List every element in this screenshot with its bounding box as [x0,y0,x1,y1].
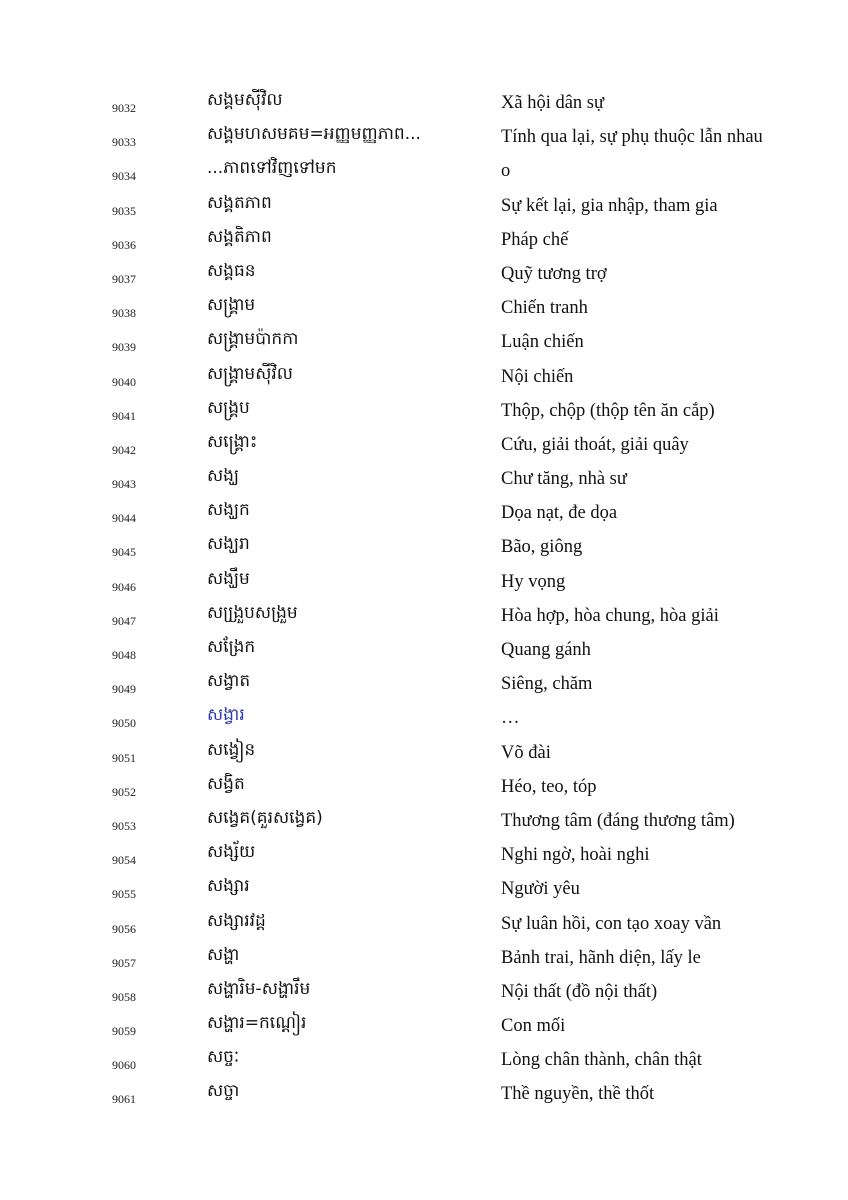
entry-number: 9035 [112,203,136,218]
khmer-term: សង្គ្រោះ [207,431,258,452]
khmer-term: សង្គមហសមគម=អញ្ញមញ្ញភាព... [207,124,421,145]
khmer-term: សង្គ្រប [207,397,250,418]
khmer-term: សង្វាត [207,671,251,692]
dictionary-entry [0,1044,848,1078]
dictionary-entry [0,429,848,463]
khmer-term: សង្ហារិម-សង្ហារឹម [207,978,311,999]
khmer-term: សង្គតិភាព [207,226,272,247]
entry-number: 9050 [112,716,136,731]
vietnamese-translation: Quang gánh [501,640,591,660]
vietnamese-translation: Hòa hợp, hòa chung, hòa giải [501,605,719,626]
vietnamese-translation: Thề nguyền, thề thốt [501,1084,655,1105]
khmer-term: សង្គធន [207,260,256,281]
khmer-term: សង្ហា [207,944,240,965]
dictionary-entry [0,908,848,942]
dictionary-entry [0,531,848,565]
entry-number: 9032 [112,101,136,115]
dictionary-entry [0,292,848,326]
vietnamese-translation: Xã hội dân sự [501,93,605,113]
vietnamese-translation: Con mối [501,1016,566,1037]
vietnamese-translation: o [501,161,511,182]
dictionary-entry [0,1010,848,1044]
khmer-term: សង្ឃក [207,500,250,521]
vietnamese-translation: Chiến tranh [501,298,588,319]
entry-number: 9038 [112,306,136,321]
vietnamese-translation: Cứu, giải thoát, giải quây [501,434,689,455]
dictionary-entry [0,634,848,668]
entry-number: 9034 [112,169,136,184]
entry-number: 9049 [112,682,136,697]
entry-number: 9057 [112,955,136,970]
vietnamese-translation: Héo, teo, tóp [501,776,597,797]
khmer-term: សង្រ្រួបសង្រួម [207,602,298,623]
khmer-term: សង្វេគ(គួរសង្វេគ) [207,807,323,828]
dictionary-entry [0,155,848,189]
entry-number: 9051 [112,750,136,765]
dictionary-entry [0,361,848,395]
dictionary-entry [0,395,848,429]
vietnamese-translation: Dọa nạt, đe dọa [501,503,618,524]
khmer-term: សង្វៀន [207,739,256,760]
entry-number: 9054 [112,853,136,868]
dictionary-entry [0,566,848,600]
entry-number: 9042 [112,442,136,457]
khmer-term: សង្វារ [207,705,245,726]
entry-number: 9040 [112,374,136,389]
khmer-term: សង្គតភាព [207,192,272,213]
khmer-term: សង្សារវដ្ដ [207,910,266,931]
khmer-term: សង្ឃឹម [207,568,250,589]
khmer-term: សង្រែក [207,637,256,657]
entry-number: 9041 [112,408,136,423]
vietnamese-translation: Thương tâm (đáng thương tâm) [501,810,735,831]
entry-number: 9044 [112,511,136,526]
dictionary-entry [0,224,848,258]
vietnamese-translation: Chư tăng, nhà sư [501,469,627,490]
vietnamese-translation: … [501,708,520,729]
khmer-term: សង្ស័យ [207,842,256,863]
entry-number: 9053 [112,818,136,833]
vietnamese-translation: Bảnh trai, hãnh diện, lấy le [501,947,701,968]
vietnamese-translation: Người yêu [501,879,580,900]
dictionary-entry [0,121,848,155]
dictionary-entry [0,463,848,497]
khmer-term: សង្ឃ [207,466,240,487]
vietnamese-translation: Lòng chân thành, chân thật [501,1050,702,1071]
vietnamese-translation: Bão, giông [501,537,583,558]
dictionary-entry [0,839,848,873]
dictionary-entry [0,497,848,531]
vietnamese-translation: Nội chiến [501,366,574,387]
entry-number: 9055 [112,887,136,902]
vietnamese-translation: Pháp chế [501,229,569,250]
entry-number: 9048 [112,648,136,662]
khmer-term: សង្វិត [207,773,245,794]
vietnamese-translation: Tính qua lại, sự phụ thuộc lẫn nhau [501,127,763,148]
vietnamese-translation: Nghi ngờ, hoài nghi [501,845,650,866]
entry-number: 9052 [112,784,136,799]
khmer-term: សច្ចា [207,1081,240,1102]
vietnamese-translation: Thộp, chộp (thộp tên ăn cắp) [501,400,715,421]
dictionary-entry [0,190,848,224]
khmer-term: សង្គ្រាមប៉ាកកា [207,329,299,350]
dictionary-entry [0,87,848,121]
entry-number: 9047 [112,613,136,628]
dictionary-entry [0,942,848,976]
vietnamese-translation: Luận chiến [501,332,584,353]
dictionary-entry [0,805,848,839]
khmer-term: សង្គ្រាមស៊ីវិល [207,363,293,384]
vietnamese-translation: Nội thất (đồ nội thất) [501,981,658,1002]
dictionary-entry [0,258,848,292]
entry-number: 9061 [112,1092,136,1107]
dictionary-entry [0,873,848,907]
vietnamese-translation: Siêng, chăm [501,674,593,695]
vietnamese-translation: Võ đài [501,742,551,763]
dictionary-entry [0,976,848,1010]
entry-number: 9033 [112,135,136,150]
entry-number: 9036 [112,237,136,252]
entry-number: 9046 [112,579,136,594]
vietnamese-translation: Quỹ tương trợ [501,263,607,284]
khmer-term: ...ភាពទៅវិញទៅមក [207,158,337,179]
entry-number: 9045 [112,545,136,560]
khmer-term: សង្ឃរា [207,534,250,555]
entry-number: 9060 [112,1058,136,1073]
khmer-term: សង្គមស៊ីវិល [207,90,283,110]
dictionary-entry [0,702,848,736]
dictionary-entry [0,771,848,805]
khmer-term: សច្ចៈ [207,1047,240,1068]
khmer-term: សង្សារ [207,876,250,897]
entry-number: 9056 [112,921,136,936]
entry-number: 9039 [112,340,136,355]
entry-number: 9037 [112,271,136,286]
dictionary-entry [0,668,848,702]
khmer-term: សង្គ្រាម [207,295,256,316]
dictionary-entry [0,1078,848,1112]
dictionary-entry [0,600,848,634]
entry-list [0,87,848,1113]
entry-number: 9058 [112,989,136,1004]
vietnamese-translation: Hy vọng [501,571,566,592]
vietnamese-translation: Sự kết lại, gia nhập, tham gia [501,195,718,216]
vietnamese-translation: Sự luân hồi, con tạo xoay vần [501,913,722,934]
dictionary-entry [0,326,848,360]
dictionary-entry [0,737,848,771]
khmer-term: សង្ហារ=កណ្ដៀរ [207,1013,307,1034]
entry-number: 9043 [112,477,136,492]
entry-number: 9059 [112,1024,136,1039]
